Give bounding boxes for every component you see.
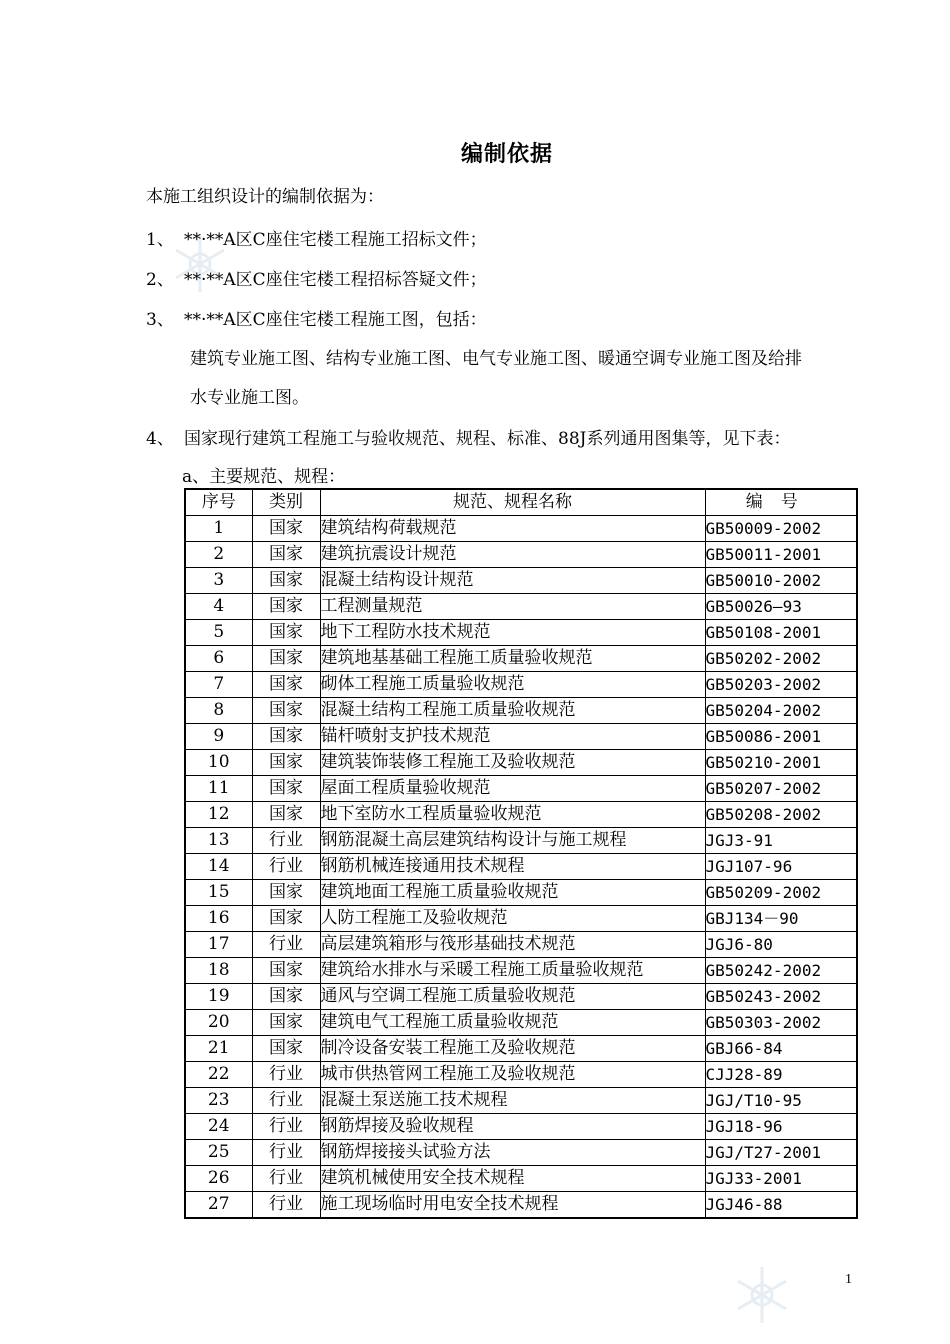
table-row [185, 1036, 857, 1062]
row-code: JGJ/T27-2001 [705, 1140, 857, 1166]
row-code: GB50243-2002 [705, 984, 857, 1010]
row-code: GBJ66-84 [705, 1036, 857, 1062]
table-row [185, 672, 857, 698]
row-code: GB50209-2002 [705, 880, 857, 906]
item-text: **·**A区C座住宅楼工程施工图，包括： [184, 310, 487, 330]
row-name: 混凝土结构工程施工质量验收规范 [320, 698, 705, 724]
header-category: 类别 [252, 489, 320, 516]
row-name: 建筑机械使用安全技术规程 [320, 1166, 705, 1192]
table-row [185, 1114, 857, 1140]
item-number: 3、 [146, 310, 174, 330]
norms-subheading: a、主要规范、规程： [182, 467, 346, 487]
row-category: 国家 [252, 776, 320, 802]
table-row [185, 594, 857, 620]
row-seq: 20 [185, 1010, 252, 1036]
intro-text: 本施工组织设计的编制依据为： [146, 187, 384, 207]
row-category: 行业 [252, 1062, 320, 1088]
row-name: 钢筋焊接及验收规程 [320, 1114, 705, 1140]
row-category: 国家 [252, 750, 320, 776]
table-row [185, 698, 857, 724]
row-seq: 21 [185, 1036, 252, 1062]
row-name: 地下工程防水技术规范 [320, 620, 705, 646]
row-category: 国家 [252, 542, 320, 568]
table-body [185, 516, 857, 1219]
table-row [185, 646, 857, 672]
row-category: 行业 [252, 1192, 320, 1219]
row-seq: 10 [185, 750, 252, 776]
row-seq: 17 [185, 932, 252, 958]
row-seq: 8 [185, 698, 252, 724]
row-code: JGJ18-96 [705, 1114, 857, 1140]
row-code: GB50010-2002 [705, 568, 857, 594]
row-name: 建筑地面工程施工质量验收规范 [320, 880, 705, 906]
row-seq: 4 [185, 594, 252, 620]
row-code: GB50207-2002 [705, 776, 857, 802]
row-name: 锚杆喷射支护技术规范 [320, 724, 705, 750]
header-name: 规范、规程名称 [320, 489, 705, 516]
row-name: 地下室防水工程质量验收规范 [320, 802, 705, 828]
table-row [185, 958, 857, 984]
table-row [185, 1140, 857, 1166]
norms-table [184, 488, 858, 1219]
row-name: 通风与空调工程施工质量验收规范 [320, 984, 705, 1010]
row-code: JGJ/T10-95 [705, 1088, 857, 1114]
row-category: 行业 [252, 1088, 320, 1114]
snowflake-watermark-icon [730, 1263, 794, 1327]
row-code: JGJ46-88 [705, 1192, 857, 1219]
row-code: GB50242-2002 [705, 958, 857, 984]
table-row [185, 932, 857, 958]
table-row [185, 1192, 857, 1219]
row-category: 行业 [252, 932, 320, 958]
page-number: 1 [845, 1272, 852, 1287]
row-name: 建筑装饰装修工程施工及验收规范 [320, 750, 705, 776]
table-row [185, 802, 857, 828]
item-number: 2、 [146, 270, 174, 290]
row-name: 建筑抗震设计规范 [320, 542, 705, 568]
row-name: 砌体工程施工质量验收规范 [320, 672, 705, 698]
header-seq: 序号 [185, 489, 252, 516]
row-code: GB50026—93 [705, 594, 857, 620]
item-text: 国家现行建筑工程施工与验收规范、规程、标准、88J系列通用图集等，见下表： [184, 429, 791, 449]
row-category: 行业 [252, 1140, 320, 1166]
table-row [185, 620, 857, 646]
row-seq: 6 [185, 646, 252, 672]
row-category: 国家 [252, 672, 320, 698]
row-code: JGJ6-80 [705, 932, 857, 958]
row-seq: 7 [185, 672, 252, 698]
row-category: 国家 [252, 880, 320, 906]
table-row [185, 828, 857, 854]
row-seq: 13 [185, 828, 252, 854]
row-category: 行业 [252, 854, 320, 880]
row-seq: 22 [185, 1062, 252, 1088]
basis-item-3 [146, 305, 487, 330]
row-name: 人防工程施工及验收规范 [320, 906, 705, 932]
row-code: GB50108-2001 [705, 620, 857, 646]
row-name: 钢筋焊接接头试验方法 [320, 1140, 705, 1166]
row-code: JGJ3-91 [705, 828, 857, 854]
row-name: 钢筋混凝土高层建筑结构设计与施工规程 [320, 828, 705, 854]
table-row [185, 1010, 857, 1036]
row-seq: 18 [185, 958, 252, 984]
table-row [185, 750, 857, 776]
row-name: 建筑电气工程施工质量验收规范 [320, 1010, 705, 1036]
row-category: 国家 [252, 984, 320, 1010]
row-seq: 2 [185, 542, 252, 568]
table-row [185, 1062, 857, 1088]
row-category: 国家 [252, 516, 320, 542]
row-name: 制冷设备安装工程施工及验收规范 [320, 1036, 705, 1062]
row-seq: 1 [185, 516, 252, 542]
table-row [185, 776, 857, 802]
basis-item-3-detail-line-1: 建筑专业施工图、结构专业施工图、电气专业施工图、暖通空调专业施工图及给排 [190, 349, 802, 369]
row-code: GB50011-2001 [705, 542, 857, 568]
row-seq: 12 [185, 802, 252, 828]
row-code: GB50086-2001 [705, 724, 857, 750]
table-row [185, 1088, 857, 1114]
row-category: 国家 [252, 568, 320, 594]
row-seq: 24 [185, 1114, 252, 1140]
table-row [185, 906, 857, 932]
row-seq: 19 [185, 984, 252, 1010]
row-code: GB50210-2001 [705, 750, 857, 776]
row-category: 国家 [252, 906, 320, 932]
table-header-row [185, 489, 857, 516]
row-code: GB50303-2002 [705, 1010, 857, 1036]
row-seq: 23 [185, 1088, 252, 1114]
row-code: GB50203-2002 [705, 672, 857, 698]
row-name: 钢筋机械连接通用技术规程 [320, 854, 705, 880]
row-code: CJJ28-89 [705, 1062, 857, 1088]
row-category: 国家 [252, 724, 320, 750]
row-name: 施工现场临时用电安全技术规程 [320, 1192, 705, 1219]
row-code: GB50204-2002 [705, 698, 857, 724]
row-code: JGJ33-2001 [705, 1166, 857, 1192]
row-code: GB50009-2002 [705, 516, 857, 542]
row-seq: 26 [185, 1166, 252, 1192]
table-row [185, 1166, 857, 1192]
row-seq: 9 [185, 724, 252, 750]
item-number: 1、 [146, 230, 174, 250]
row-category: 国家 [252, 802, 320, 828]
table-row [185, 880, 857, 906]
row-name: 屋面工程质量验收规范 [320, 776, 705, 802]
row-name: 城市供热管网工程施工及验收规范 [320, 1062, 705, 1088]
snowflake-watermark-icon [168, 232, 232, 296]
row-category: 国家 [252, 958, 320, 984]
item-text: **·**A区C座住宅楼工程招标答疑文件； [184, 270, 487, 290]
row-category: 行业 [252, 1114, 320, 1140]
row-category: 国家 [252, 620, 320, 646]
row-code: GB50208-2002 [705, 802, 857, 828]
item-number: 4、 [146, 429, 174, 449]
row-name: 工程测量规范 [320, 594, 705, 620]
row-name: 建筑地基基础工程施工质量验收规范 [320, 646, 705, 672]
row-seq: 25 [185, 1140, 252, 1166]
document-title: 编制依据 [460, 141, 553, 167]
row-category: 行业 [252, 828, 320, 854]
row-seq: 11 [185, 776, 252, 802]
table-row [185, 516, 857, 542]
row-code: JGJ107-96 [705, 854, 857, 880]
row-category: 国家 [252, 1010, 320, 1036]
table-row [185, 568, 857, 594]
item-text: **·**A区C座住宅楼工程施工招标文件； [184, 230, 487, 250]
row-seq: 14 [185, 854, 252, 880]
table-row [185, 724, 857, 750]
row-seq: 27 [185, 1192, 252, 1219]
row-category: 行业 [252, 1166, 320, 1192]
row-category: 国家 [252, 646, 320, 672]
row-name: 建筑结构荷载规范 [320, 516, 705, 542]
row-category: 国家 [252, 594, 320, 620]
table-row [185, 854, 857, 880]
basis-item-3-detail-line-2: 水专业施工图。 [190, 388, 309, 408]
row-code: GB50202-2002 [705, 646, 857, 672]
row-category: 国家 [252, 1036, 320, 1062]
row-seq: 3 [185, 568, 252, 594]
row-name: 混凝土结构设计规范 [320, 568, 705, 594]
table-row [185, 542, 857, 568]
row-seq: 15 [185, 880, 252, 906]
row-name: 混凝土泵送施工技术规程 [320, 1088, 705, 1114]
row-name: 高层建筑箱形与筏形基础技术规范 [320, 932, 705, 958]
row-seq: 5 [185, 620, 252, 646]
basis-item-4 [146, 424, 790, 449]
row-code: GBJ134－90 [705, 906, 857, 932]
table-row [185, 984, 857, 1010]
row-category: 国家 [252, 698, 320, 724]
header-code: 编号 [705, 489, 857, 516]
row-seq: 16 [185, 906, 252, 932]
row-name: 建筑给水排水与采暖工程施工质量验收规范 [320, 958, 705, 984]
